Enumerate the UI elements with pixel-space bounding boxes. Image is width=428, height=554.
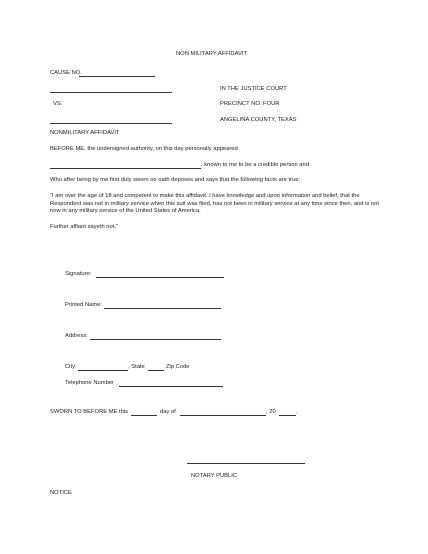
cause-number-line[interactable] [79, 76, 155, 77]
precinct-text: PRECINCT NO. FOUR [220, 101, 280, 107]
sworn-day-line[interactable] [131, 415, 157, 416]
telephone-label: Telephone Number [65, 380, 114, 386]
year-prefix-text: , 20 [266, 409, 276, 415]
affiant-name-line[interactable] [50, 168, 201, 169]
state-line[interactable] [148, 370, 164, 371]
notice-heading: NOTICE [50, 490, 72, 496]
further-affiant-text: Further affiant sayeth not.” [50, 224, 118, 230]
versus-text: VS. [53, 101, 63, 107]
printed-name-label: Printed Name: [65, 302, 103, 308]
zip-code-label: Zip Code [166, 364, 190, 370]
sworn-period-text: . [296, 409, 298, 415]
justice-court-text: IN THE JUSTICE COURT [220, 86, 287, 92]
city-line[interactable] [78, 370, 128, 371]
state-label: , State [128, 364, 145, 370]
printed-name-line[interactable] [104, 308, 221, 309]
before-me-text: BEFORE ME, the undersigned authority, on this day personally appeared [50, 146, 238, 152]
section-heading: NONMILITARY AFFIDAVIT [50, 130, 120, 136]
cause-label: CAUSE NO. [50, 70, 82, 76]
sworn-year-line[interactable] [279, 415, 296, 416]
respondent-name-line[interactable] [50, 123, 172, 124]
notary-signature-line[interactable] [187, 463, 305, 464]
notary-public-label: NOTARY PUBLIC [191, 473, 238, 479]
plaintiff-name-line[interactable] [50, 92, 172, 93]
address-line[interactable] [90, 339, 221, 340]
signature-label: Signature: [65, 271, 92, 277]
known-to-me-text: , known to me to be a credible person and [201, 162, 309, 168]
county-text: ANGELINA COUNTY, TEXAS [220, 117, 297, 123]
affidavit-statement: “I am over the age of 18 and competent to make this affidavit. I have knowledge and upon information and belief, that the Respondent was not in military service when this suit was filed, has not been in military service at any time since then, and is not now in any military service of the United States of America. [50, 193, 379, 215]
signature-line[interactable] [96, 277, 224, 278]
sworn-month-line[interactable] [180, 415, 266, 416]
document-title: NON MILITARY AFFIDAVIT [176, 51, 248, 57]
telephone-line[interactable] [119, 386, 223, 387]
address-label: Address: [65, 333, 88, 339]
sworn-intro-text: Who after being by me first duly sworn on oath deposes and says that the following facts are true: [50, 177, 301, 183]
day-of-text: day of [160, 409, 176, 415]
city-label: City: [65, 364, 77, 370]
sworn-before-text: SWORN TO BEFORE ME this [50, 409, 129, 415]
